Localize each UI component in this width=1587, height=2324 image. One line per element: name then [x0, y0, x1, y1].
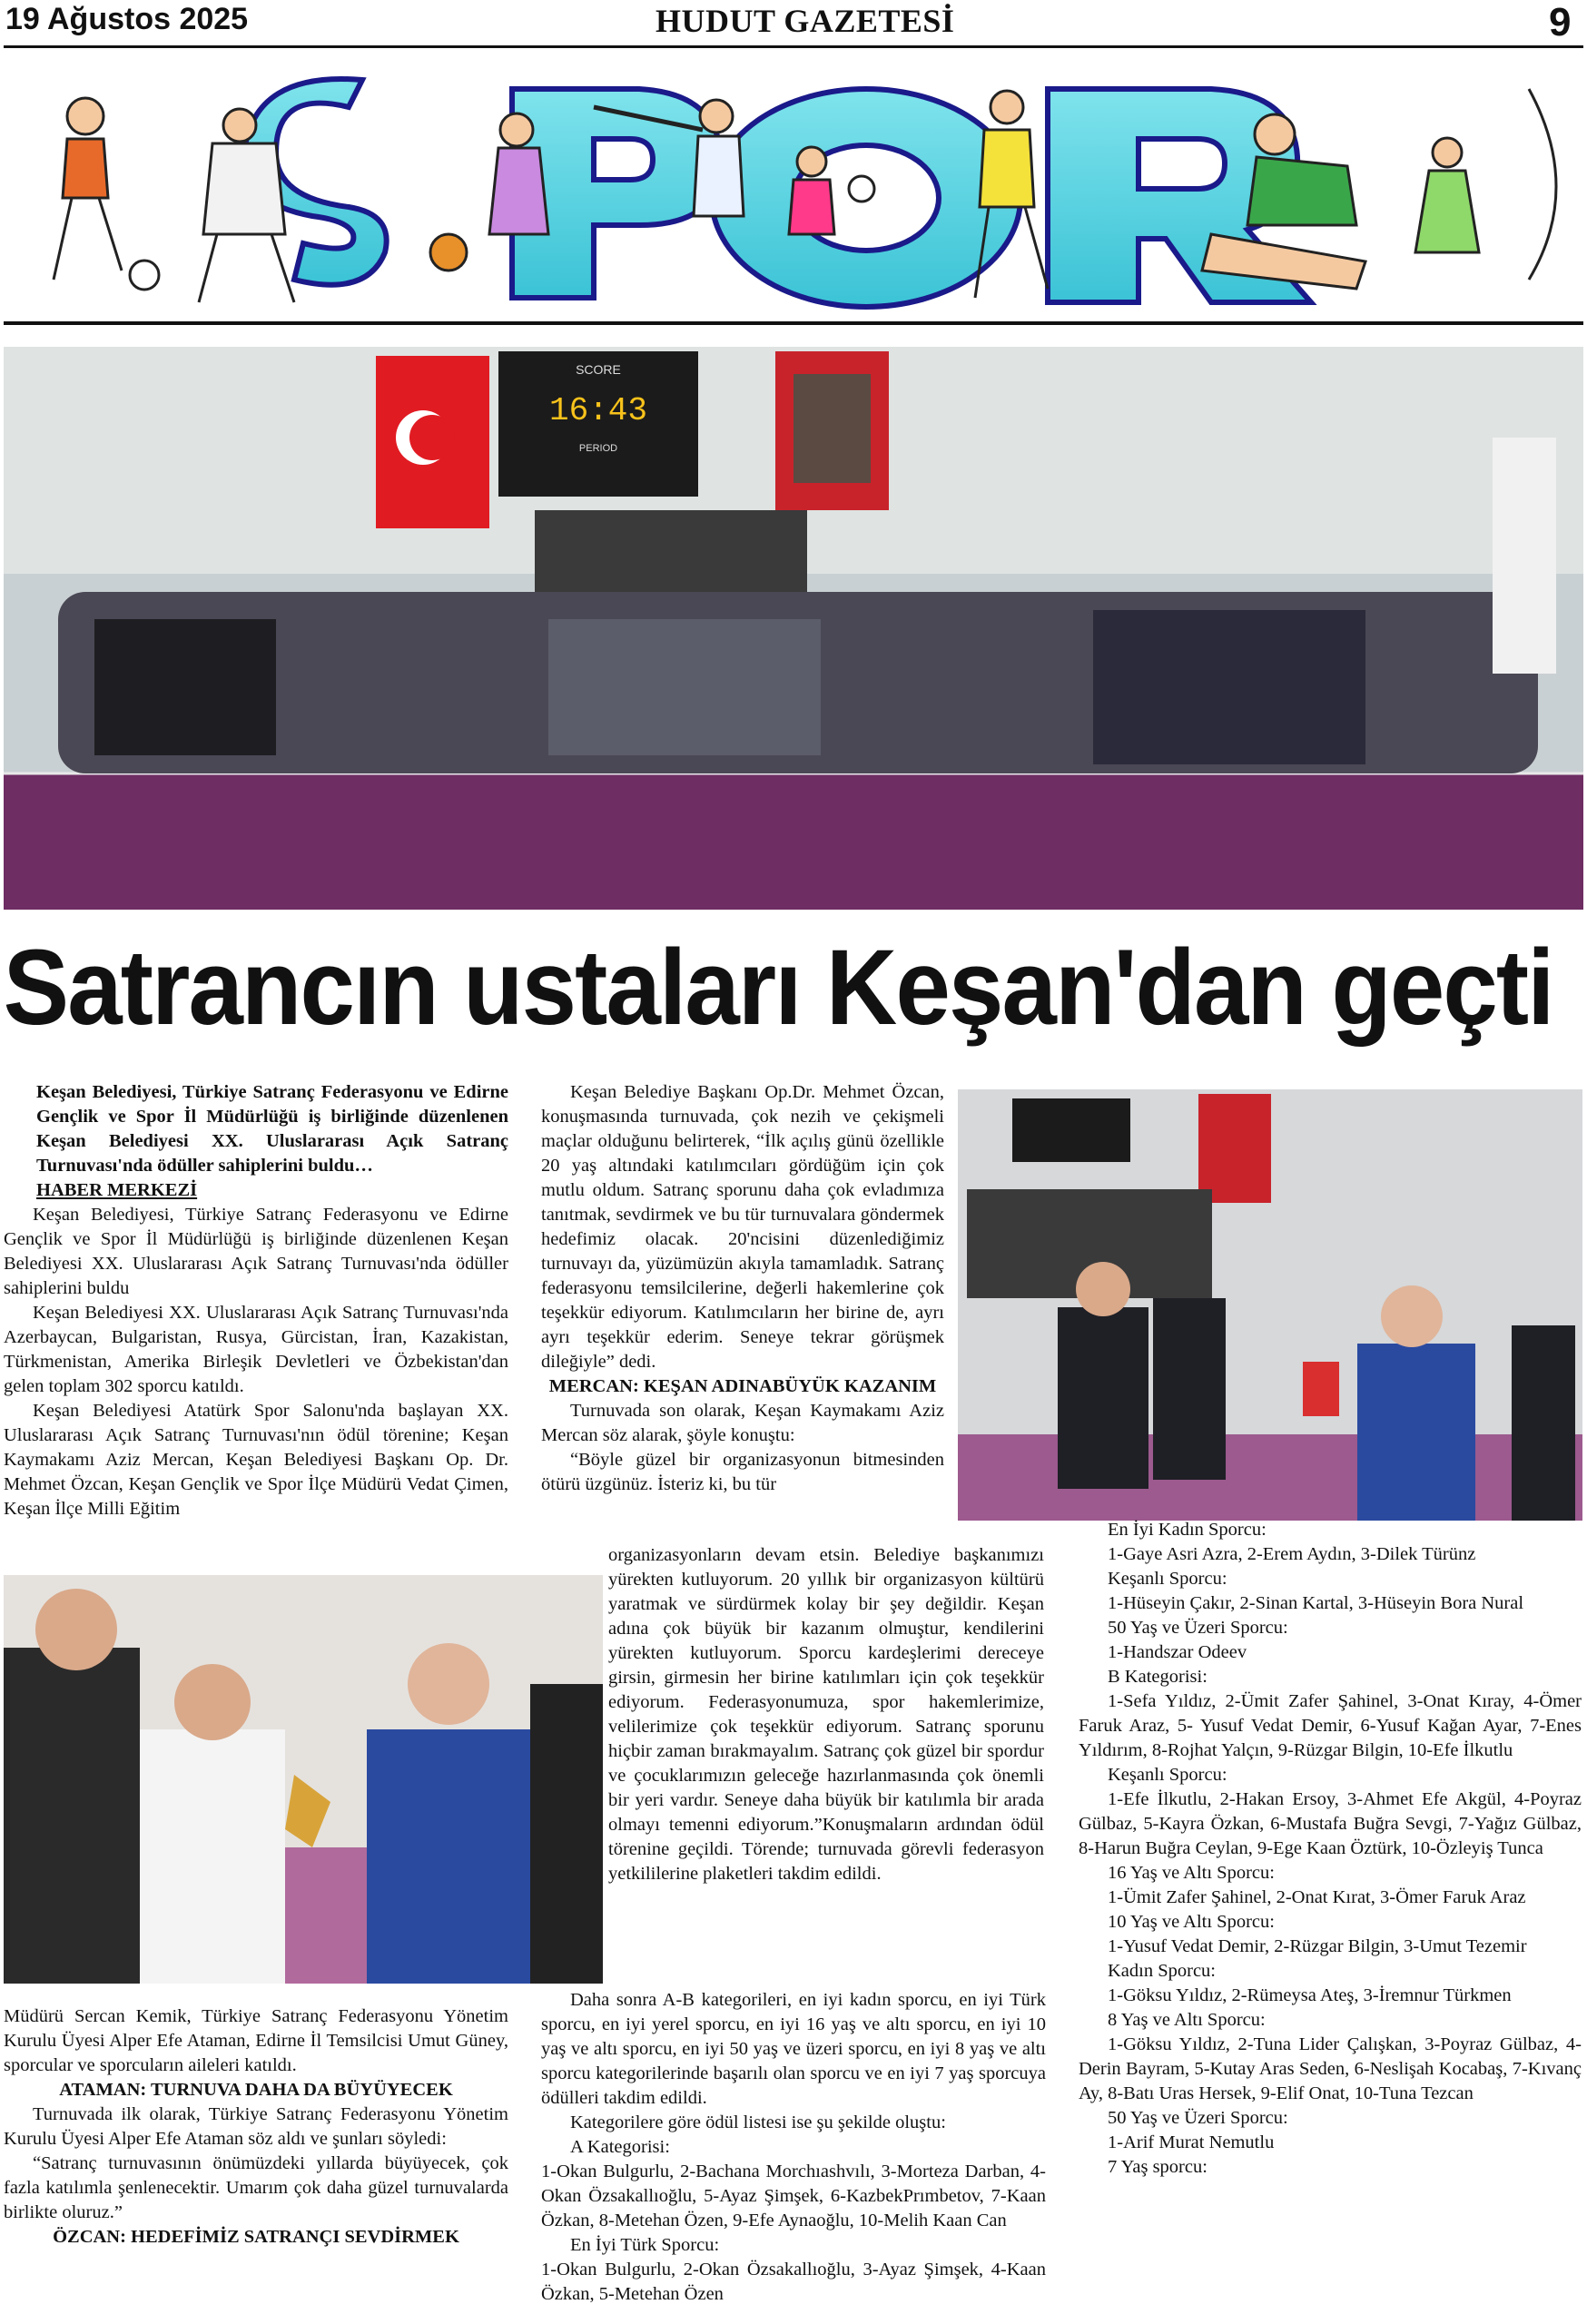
paragraph-2: Keşan Belediyesi XX. Uluslararası Açık Satranç Turnuvası'nda Azerbaycan, Bulgaristan, Rusya, Gürcistan, İran, Kazakistan, Türkmenistan, Amerika Birleşik Devletleri ve Özbekistan'dan gelen toplam 302 sporcu katıldı. — [4, 1303, 508, 1396]
paragraph-1: Keşan Belediyesi, Türkiye Satranç Federasyonu ve Edirne Gençlik ve Spor İl Müdürlüğü iş birliğinde düzenlenen Keşan Belediyesi XX. Uluslararası Açık Satranç Turnuvası'nda ödüller sahiplerini buldu — [4, 1205, 508, 1298]
spor-banner — [4, 53, 1583, 318]
article-column-2 — [541, 1080, 944, 1497]
u16-list: 1-Ümit Zafer Şahinel, 2-Onat Kırat, 3-Ömer Faruk Araz — [1108, 1887, 1526, 1907]
headline: Satrancın ustaları Keşan'dan geçti — [3, 928, 1553, 1048]
paragraph-8-start: “Böyle güzel bir organizasyonun bitmesinden ötürü üzgünüz. İsteriz ki, bu tür — [541, 1450, 944, 1494]
fifty2-title: 50 Yaş ve Üzeri Sporcu: — [1108, 2108, 1288, 2128]
results-column — [1079, 1518, 1582, 2180]
issue-date: 19 Ağustos 2025 — [5, 2, 249, 36]
u10-title: 10 Yaş ve Altı Sporcu: — [1108, 1912, 1275, 1932]
paragraph-8: organizasyonların devam etsin. Belediye başkanımızı yürekten kutluyorum. 20 yıllık bir organizasyon kültürü yaratmak ve sürdürmek kolay bir şey değildir. Keşan adına çok büyük bir kazanım olmuştur, kendilerini yürekten kutluyorum. Sporcu kardeşlerimi dereceye girsin, girmesin her birine katılımları için çok teşekkür ediyorum. Federasyonumuza, spor hakemlerimize, velilerimize çok teşekkür ediyorum. Satranç sporunu hiçbir zaman bırakmayalım. Satranç çok güzel bir spordur ve çocuklarımızın geleceğe hazırlanmasında çok önemli bir yeri vardır. Seneye daha büyük bir katılımla bir arada olmayı temenni ediyorum.”Konuşmaların ardından ödül törenine geçildi. Törende; turnuvada görevli federasyon yetkililerine plaketleri takdim edildi. — [608, 1545, 1044, 1884]
category-a-title: A Kategorisi: — [570, 2137, 670, 2157]
article-column-2-bottom — [541, 1988, 1046, 2307]
category-b-list: 1-Sefa Yıldız, 2-Ümit Zafer Şahinel, 3-Onat Kıray, 4-Ömer Faruk Araz, 5- Yusuf Vedat Demir, 6-Yusuf Kağan Ayar, 7-Enes Yıldırım, 8-Rojhat Yalçın, 9-Rüzgar Bilgin, 10-Efe İlkutlu — [1079, 1691, 1582, 1760]
best-woman-title: En İyi Kadın Sporcu: — [1108, 1520, 1267, 1540]
newspaper-name: HUDUT GAZETESİ — [656, 3, 955, 39]
u10-list: 1-Yusuf Vedat Demir, 2-Rüzgar Bilgin, 3-Umut Tezemir — [1108, 1936, 1527, 1956]
article-column-2-middle — [608, 1543, 1044, 1886]
kesan2-title: Keşanlı Sporcu: — [1108, 1765, 1227, 1785]
group-photo — [4, 347, 1583, 910]
paragraph-3: Keşan Belediyesi Atatürk Spor Salonu'nda başlayan XX. Uluslararası Açık Satranç Turnuvası'nın ödül törenine; Keşan Kaymakamı Aziz Mercan, Keşan Belediyesi Başkanı Op. Dr. Mehmet Özcan, Keşan Gençlik ve Spor İlçe Müdürü Vedat Çimen, Keşan İlçe Milli Eğitim — [4, 1401, 508, 1519]
paragraph-3-cont: Müdürü Sercan Kemik, Türkiye Satranç Federasyonu Yönetim Kurulu Üyesi Alper Efe Ataman, Edirne İl Temsilcisi Umut Güney, sporcular ve sporcuların aileleri katıldı. — [4, 2006, 508, 2075]
scoreboard-time: 16:43 — [548, 392, 648, 429]
category-b-title: B Kategorisi: — [1108, 1667, 1208, 1687]
page-number: 9 — [1549, 0, 1572, 44]
crowd — [58, 592, 1538, 773]
banner-rule — [4, 321, 1583, 325]
article-column-1-bottom — [4, 2004, 508, 2250]
header-rule — [4, 45, 1583, 48]
category-a-list: 1-Okan Bulgurlu, 2-Bachana Morchıashvılı, 3-Morteza Darban, 4-Okan Özsakallıoğlu, 5-Ayaz Şimşek, 6-KazbekPrımbetov, 7-Kaan Özkan, 8-Metehan Özen, 9-Efe Aynaoğlu, 10-Melih Kaan Can — [541, 2162, 1046, 2230]
best-turk-title: En İyi Türk Sporcu: — [570, 2235, 720, 2255]
subheading-mercan: MERCAN: KEŞAN ADINABÜYÜK KAZANIM — [548, 1376, 937, 1396]
subheading-ataman: ATAMAN: TURNUVA DAHA DA BÜYÜYECEK — [59, 2080, 453, 2100]
scoreboard-label: SCORE — [576, 362, 621, 377]
byline: HABER MERKEZİ — [36, 1180, 198, 1200]
article-lead: Keşan Belediyesi, Türkiye Satranç Federasyonu ve Edirne Gençlik ve Spor İl Müdürlüğü iş birliğinde düzenlenen Keşan Belediyesi XX. Uluslararası Açık Satranç Turnuvası'nda ödüller sahiplerini buldu… — [36, 1082, 508, 1176]
scoreboard-sub: PERIOD — [578, 443, 618, 454]
fifty-list: 1-Handszar Odeev — [1108, 1642, 1247, 1662]
woman2-title: Kadın Sporcu: — [1108, 1961, 1216, 1981]
paragraph-9: Daha sonra A-B kategorileri, en iyi kadın sporcu, en iyi Türk sporcu, en iyi yerel sporcu, en iyi 16 yaş ve altı sporcu, en iyi 10 yaş ve altı sporcu, en iyi 50 yaş ve üzeri sporcu, en iyi 8 yaş ve altı sporcu kategorilerinde başarılı olan sporcu ve en iyi 7 yaş sporcuya ödülleri takdim edildi. — [541, 1990, 1046, 2108]
kesan2-list: 1-Efe İlkutlu, 2-Hakan Ersoy, 3-Ahmet Efe Akgül, 4-Poyraz Gülbaz, 5-Kayra Özkan, 6-Mustafa Buğra Sevgi, 7-Yağız Gülbaz, 8-Harun Buğra Ceylan, 9-Ege Kaan Öztürk, 10-Özleyiş Tunca — [1079, 1789, 1582, 1858]
woman2-list: 1-Göksu Yıldız, 2-Rümeysa Ateş, 3-İremnur Türkmen — [1108, 1985, 1512, 2005]
article-column-1 — [4, 1080, 508, 1521]
paragraph-6: Keşan Belediye Başkanı Op.Dr. Mehmet Özcan, konuşmasında turnuvada, çok nezih ve çekişmeli maçlar olduğunu belirterek, “İlk açılış günü özellikle 20 yaş altındaki katılımcıları gördüğüm için çok mutlu oldum. Satranç sporunu daha çok evladımıza tanıtmak, sevdirmek ve bu tür turnuvalara göndermek hedefimiz olacak. 20'ncisini düzenlediğimiz turnuvayı da, yüzümüzün akıyla tamamladık. Satranç federasyonu temsilcilerine, değerli hakemlerine çok teşekkür ediyorum. Katılımcıların her birine de, ayrı ayrı teşekkür ederim. Seneye tekrar görüşmek dileğiyle” dedi. — [541, 1082, 944, 1372]
u8-title: 8 Yaş ve Altı Sporcu: — [1108, 2010, 1266, 2030]
paragraph-7: Turnuvada son olarak, Keşan Kaymakamı Aziz Mercan söz alarak, şöyle konuştu: — [541, 1401, 944, 1445]
kesan-list: 1-Hüseyin Çakır, 2-Sinan Kartal, 3-Hüseyin Bora Nural — [1108, 1593, 1524, 1613]
fifty-title: 50 Yaş ve Üzeri Sporcu: — [1108, 1618, 1288, 1638]
subheading-ozcan: ÖZCAN: HEDEFİMİZ SATRANÇI SEVDİRMEK — [53, 2227, 459, 2247]
u7-title: 7 Yaş sporcu: — [1108, 2157, 1208, 2177]
u8-list: 1-Göksu Yıldız, 2-Tuna Lider Çalışkan, 3-Poyraz Gülbaz, 4-Derin Bayram, 5-Kutay Aras Seden, 6-Neslişah Kocabaş, 7-Kıvanç Ay, 8-Batı Uras Hersek, 9-Elif Onat, 10-Tuna Tezcan — [1079, 2034, 1582, 2103]
spor-letters — [244, 79, 1311, 307]
u16-title: 16 Yaş ve Altı Sporcu: — [1108, 1863, 1275, 1883]
fifty2-list: 1-Arif Murat Nemutlu — [1108, 2132, 1275, 2152]
best-woman-list: 1-Gaye Asri Azra, 2-Erem Aydın, 3-Dilek Türünz — [1108, 1544, 1476, 1564]
best-turk-list: 1-Okan Bulgurlu, 2-Okan Özsakallıoğlu, 3-Ayaz Şimşek, 4-Kaan Özkan, 5-Metehan Özen — [541, 2260, 1046, 2304]
paragraph-4: Turnuvada ilk olarak, Türkiye Satranç Federasyonu Yönetim Kurulu Üyesi Alper Efe Ataman söz aldı ve şunları söyledi: — [4, 2104, 508, 2149]
award-photo-right — [958, 1089, 1582, 1521]
award-photo-left — [4, 1575, 603, 1984]
paragraph-10: Kategorilere göre ödül listesi ise şu şekilde oluştu: — [570, 2112, 946, 2132]
kesan-title: Keşanlı Sporcu: — [1108, 1569, 1227, 1589]
paragraph-5: “Satranç turnuvasının önümüzdeki yıllarda büyüyecek, çok fazla katılımla şenlenecektir. Umarım çok daha güzel turnuvalarda birlikte oluruz.” — [4, 2153, 508, 2222]
